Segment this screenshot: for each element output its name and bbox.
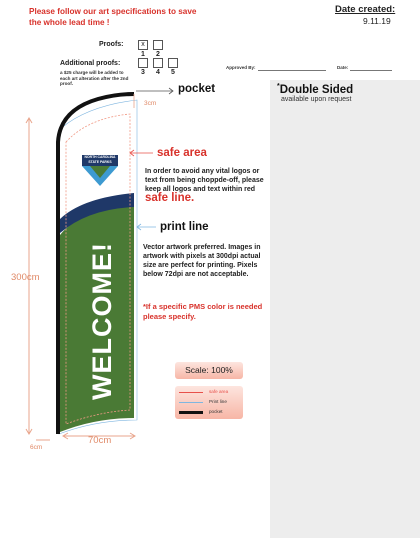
height-label: 300cm xyxy=(11,272,40,283)
proofs-label: Proofs: xyxy=(99,41,124,48)
print-line-arrow xyxy=(137,224,156,230)
pms-note: *If a specific PMS color is needed please specify. xyxy=(143,302,263,321)
flag-welcome-text: WELCOME! xyxy=(87,242,117,400)
safe-area-title: safe area xyxy=(157,147,207,159)
scale-badge: Scale: 100% xyxy=(175,362,243,379)
bottom-label: 6cm xyxy=(30,444,43,451)
double-sided-star: * xyxy=(277,83,280,90)
additional-proofs-label: Additional proofs: xyxy=(60,60,121,67)
logo-text-line-2: STATE PARKS xyxy=(88,160,112,164)
proof-number-5: 5 xyxy=(171,69,175,76)
logo-text-line-1: NORTH CAROLINA xyxy=(84,155,116,159)
legend-label-safe-area: safe area xyxy=(209,389,229,394)
art-spec-note: Please follow our art specifications to save the whole lead time ! xyxy=(29,7,197,27)
proof-number-2: 2 xyxy=(156,51,160,58)
date-created-label: Date created: xyxy=(335,4,396,15)
safe-line-inline: safe line. xyxy=(145,192,195,204)
pocket-arrow xyxy=(136,88,173,94)
pocket-size-label: 3cm xyxy=(144,100,157,107)
safe-area-text: In order to avoid any vital logos or text from being choppde-off, please keep all logos and text within red xyxy=(145,168,264,193)
pocket-callout: pocket xyxy=(178,83,216,95)
legend-label-print-line: Print line xyxy=(209,399,227,404)
proof-number-3: 3 xyxy=(141,69,145,76)
print-line-title: print line xyxy=(160,221,209,233)
approved-by-label: Approved By: xyxy=(226,65,256,70)
additional-proofs-note: a $25 charge will be added to each art alteration after the 2nd proof. xyxy=(60,70,129,86)
print-line-body: Vector artwork preferred. Images in artwork with pixels at 300dpi actual size are perfect for printing. Pixels below 72dpi are not acceptable. xyxy=(143,244,261,278)
proof-number-1: 1 xyxy=(141,51,145,58)
legend-label-pocket: pocket xyxy=(209,409,223,414)
proof-checkbox-1[interactable]: x xyxy=(138,40,148,50)
width-label: 70cm xyxy=(88,435,112,446)
date-created-value: 9.11.19 xyxy=(363,16,391,26)
proof-number-4: 4 xyxy=(156,69,160,76)
double-sided-subtitle: available upon request xyxy=(281,96,352,103)
approval-date-label: Date: xyxy=(337,65,349,70)
double-sided-text: Double Sided xyxy=(279,83,354,96)
safe-area-arrow xyxy=(130,150,153,156)
